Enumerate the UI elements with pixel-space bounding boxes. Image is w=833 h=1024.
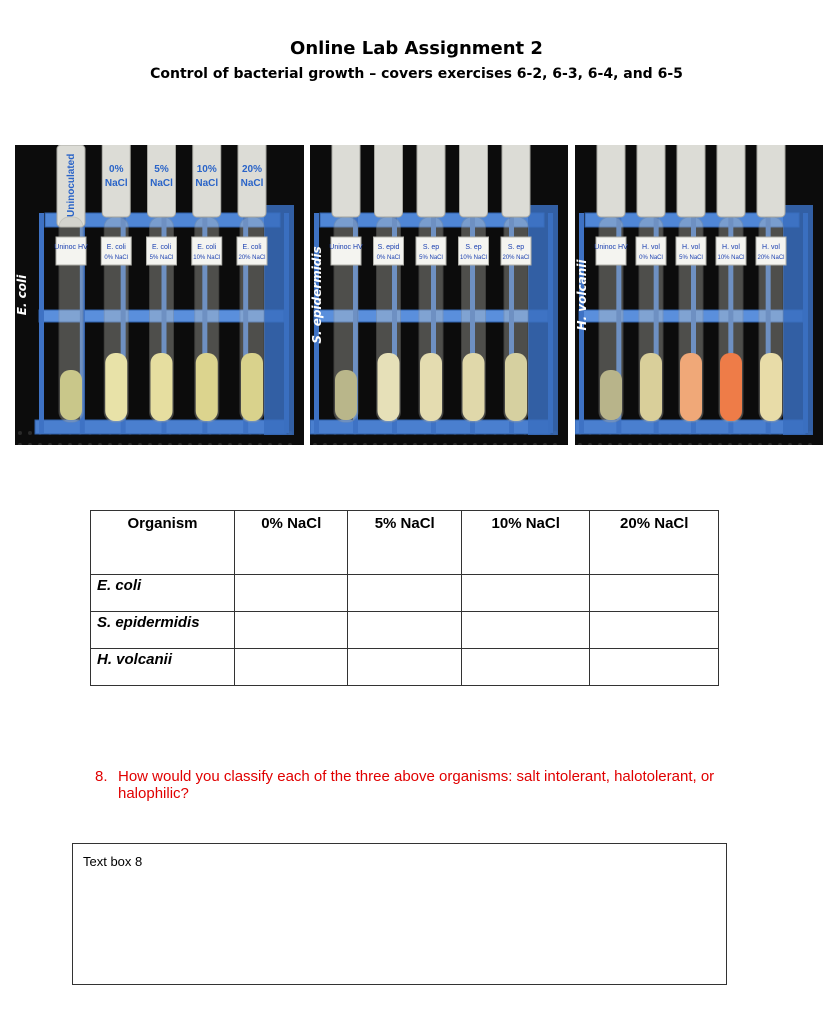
photo-h-volcanii xyxy=(575,145,823,445)
cell-s-epidermidis-0[interactable] xyxy=(235,612,348,649)
svg-text:H. vol: H. vol xyxy=(682,244,700,251)
svg-text:20%: 20% xyxy=(241,164,263,175)
svg-text:E. coli: E. coli xyxy=(151,244,172,251)
test-tube xyxy=(374,145,404,422)
cell-e-coli-0[interactable] xyxy=(235,575,348,612)
svg-text:20% NaCl: 20% NaCl xyxy=(238,255,266,261)
header-20-nacl: 20% NaCl xyxy=(590,511,719,575)
page-subtitle: Control of bacterial growth – covers exercises 6-2, 6-3, 6-4, and 6-5 xyxy=(150,66,683,82)
question-text: How would you classify each of the three above organisms: salt intolerant, halotolerant, or halophilic? xyxy=(118,768,715,802)
photo-s-epidermidis xyxy=(310,145,568,445)
photo-e-coli-organism-label: E. coli xyxy=(15,274,29,316)
photo-s-epidermidis-organism-label: S. epidermidis xyxy=(310,246,324,344)
photo-s-epidermidis-image xyxy=(310,145,568,445)
header-5-nacl: 5% NaCl xyxy=(348,511,461,575)
svg-text:0% NaCl: 0% NaCl xyxy=(104,255,129,261)
svg-text:E. coli: E. coli xyxy=(106,244,126,251)
svg-text:10% NaCl: 10% NaCl xyxy=(717,255,745,261)
svg-text:0%: 0% xyxy=(109,164,124,175)
row-organism-s-epidermidis: S. epidermidis xyxy=(91,612,235,649)
test-tube xyxy=(716,145,746,422)
cell-h-volcanii-0[interactable] xyxy=(235,649,348,686)
svg-text:H. vol: H. vol xyxy=(642,244,660,251)
svg-text:5% NaCl: 5% NaCl xyxy=(419,255,443,261)
svg-text:5% NaCl: 5% NaCl xyxy=(149,255,174,261)
svg-text:Uninoculated: Uninoculated xyxy=(66,153,77,217)
question-8 xyxy=(95,768,738,802)
svg-text:5% NaCl: 5% NaCl xyxy=(679,255,703,261)
cell-h-volcanii-5[interactable] xyxy=(348,649,461,686)
cell-s-epidermidis-5[interactable] xyxy=(348,612,461,649)
text-box-label: Text box 8 xyxy=(83,854,143,869)
svg-text:S. epid: S. epid xyxy=(377,244,400,251)
table-row xyxy=(91,575,719,612)
svg-text:NaCl: NaCl xyxy=(240,178,264,189)
svg-text:20% NaCl: 20% NaCl xyxy=(757,255,785,261)
results-table xyxy=(90,510,719,686)
test-tube xyxy=(594,145,628,422)
cell-e-coli-5[interactable] xyxy=(348,575,461,612)
cell-h-volcanii-20[interactable] xyxy=(590,649,719,686)
header-10-nacl: 10% NaCl xyxy=(461,511,590,575)
page-title: Online Lab Assignment 2 xyxy=(290,38,543,59)
cell-e-coli-10[interactable] xyxy=(461,575,590,612)
photo-e-coli-image xyxy=(15,145,304,445)
question-number: 8. xyxy=(95,768,108,785)
svg-text:0% NaCl: 0% NaCl xyxy=(639,255,663,261)
svg-text:Uninoc HV: Uninoc HV xyxy=(54,244,88,251)
cell-e-coli-20[interactable] xyxy=(590,575,719,612)
svg-text:H. vol: H. vol xyxy=(762,244,780,251)
svg-text:S. ep: S. ep xyxy=(422,244,440,251)
row-organism-h-volcanii: H. volcanii xyxy=(91,649,235,686)
svg-text:Uninoc HV: Uninoc HV xyxy=(329,244,363,251)
photo-e-coli xyxy=(15,145,304,445)
svg-text:20% NaCl: 20% NaCl xyxy=(502,255,530,261)
svg-text:10%: 10% xyxy=(196,164,217,175)
svg-text:E. coli: E. coli xyxy=(242,244,262,251)
svg-text:0% NaCl: 0% NaCl xyxy=(376,255,401,261)
test-tube xyxy=(501,145,531,422)
cell-s-epidermidis-20[interactable] xyxy=(590,612,719,649)
svg-text:5%: 5% xyxy=(154,164,169,175)
header-organism: Organism xyxy=(91,511,235,575)
svg-text:Uninoc HV: Uninoc HV xyxy=(594,244,628,251)
test-tube xyxy=(459,145,489,422)
table-row xyxy=(91,649,719,686)
test-tube xyxy=(756,145,786,422)
photo-h-volcanii-image xyxy=(575,145,823,445)
photo-h-volcanii-organism-label: H. volcanii xyxy=(575,259,589,331)
svg-text:NaCl: NaCl xyxy=(104,178,128,189)
test-tube xyxy=(676,145,706,422)
header-0-nacl: 0% NaCl xyxy=(235,511,348,575)
svg-text:H. vol: H. vol xyxy=(722,244,740,251)
svg-text:NaCl: NaCl xyxy=(195,178,219,189)
svg-text:S. ep: S. ep xyxy=(507,244,525,251)
svg-text:10% NaCl: 10% NaCl xyxy=(193,255,221,261)
svg-text:10% NaCl: 10% NaCl xyxy=(459,255,488,261)
table-header-row xyxy=(91,511,719,575)
cell-s-epidermidis-10[interactable] xyxy=(461,612,590,649)
test-tube xyxy=(416,145,446,422)
row-organism-e-coli: E. coli xyxy=(91,575,235,612)
svg-text:NaCl: NaCl xyxy=(150,178,173,189)
cell-h-volcanii-10[interactable] xyxy=(461,649,590,686)
svg-text:S. ep: S. ep xyxy=(465,244,482,251)
text-box-8[interactable] xyxy=(72,843,727,985)
test-tube xyxy=(636,145,666,422)
table-row xyxy=(91,612,719,649)
svg-text:E. coli: E. coli xyxy=(197,244,217,251)
test-tube xyxy=(329,145,363,422)
